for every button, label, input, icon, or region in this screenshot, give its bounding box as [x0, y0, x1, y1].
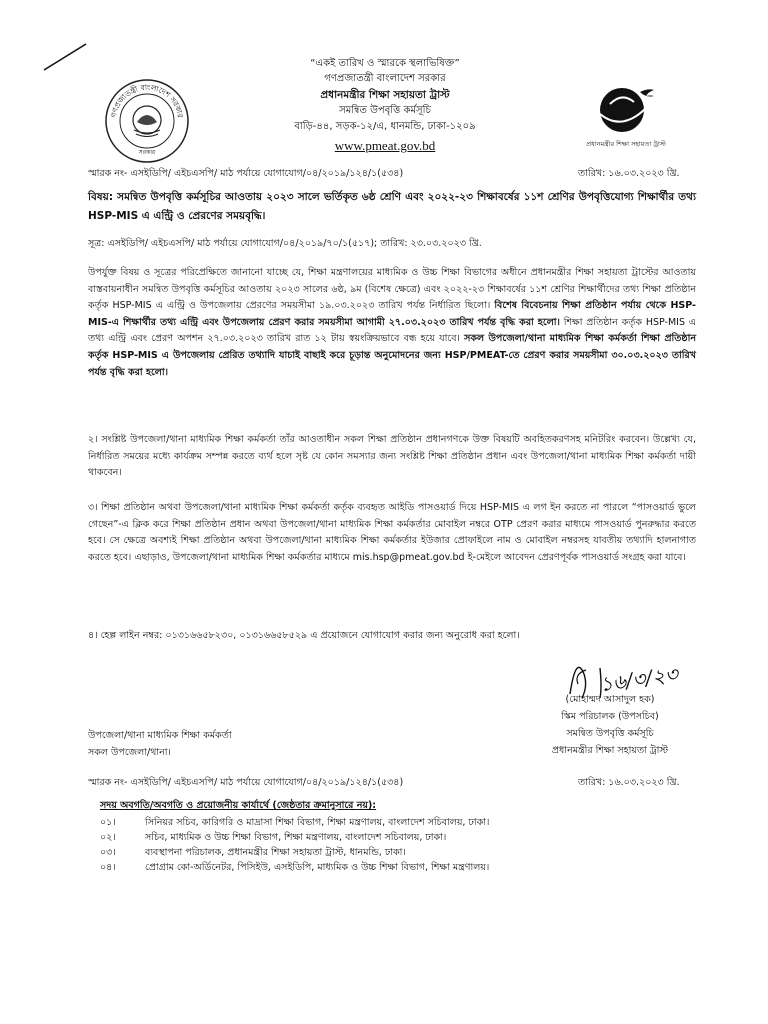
cc-item [100, 846, 700, 860]
paragraph-1-closing: শিক্ষা প্রতিষ্ঠান কর্তৃক HSP-MIS এ তথ্য এন্ট্রি এবং প্রেরণ অপশন ২৭.০৩.২০২৩ তারিখ রাত ১২ টায় স্বয়ংক্রিয়ভাবে বন্ধ হয়ে যাবে। [88, 316, 696, 345]
signatory-trust: প্রধানমন্ত্রীর শিক্ষা সহায়তা ট্রাস্ট [551, 745, 669, 756]
memo-date: তারিখ: ১৬.০৩.২০২৩ খ্রি. [578, 168, 680, 179]
cc-heading: সদয় অবগতি/অবগতি ও প্রয়োজনীয় কার্যার্থে (জেষ্ঠতার ক্রমানুসারে নয়): [100, 800, 377, 811]
signatory-designation: স্কিম পরিচালক (উপসচিব) [561, 711, 659, 722]
paragraph-2: ২। সংশ্লিষ্ট উপজেলা/থানা মাধ্যমিক শিক্ষা কর্মকর্তা তাঁর আওতাধীন সকল শিক্ষা প্রতিষ্ঠান প্রধানগণকে উক্ত বিষয়টি অবহিতকরণসহ মনিটরিং করবেন। উল্লেখ্য যে, নির্ধারিত সময়ের মধ্যে কার্যক্রম সম্পন্ন করতে ব্যর্থ হলে সৃষ্ট যে কোন সমস্যার জন্য সংশ্লিষ্ট শিক্ষা প্রতিষ্ঠান প্রধান এবং উপজেলা/থানা মাধ্যমিক শিক্ষা কর্মকর্তা দায়ী থাকবেন। [88, 434, 696, 479]
government-name: গণপ্রজাতন্ত্রী বাংলাদেশ সরকার [324, 73, 446, 84]
subject: বিষয়: সমন্বিত উপবৃত্তি কর্মসূচির আওতায় ২০২৩ সালে ভর্তিকৃত ৬ষ্ঠ শ্রেণি এবং ২০২২-২৩ শিক্ষাবর্ষের ১১শ শ্রেণির উপবৃত্তিযোগ্য শিক্ষার্থীর তথ্য HSP-MIS এ এন্ট্রি ও প্রেরণের সময়বৃদ্ধি। [88, 191, 696, 222]
address: বাড়ি-৪৪, সড়ক-১২/এ, ধানমন্ডি, ঢাকা-১২০৯ [294, 121, 476, 132]
signatory-name: (মোহাম্মদ আসাদুল হক) [565, 694, 655, 705]
signatory-program: সমন্বিত উপবৃত্তি কর্মসূচি [566, 728, 654, 739]
memo-date-copy: তারিখ: ১৬.০৩.২০২৩ খ্রি. [578, 777, 680, 788]
trust-logo-text: প্রধানমন্ত্রীর শিক্ষা সহায়তা ট্রাস্ট [586, 140, 666, 148]
source-ref: সূত্র: এসইডিপি/ এইচএসপি/ মাঠ পর্যায়ে যোগাযোগ/০৪/২০১৯/৭০/১(৫১৭); তারিখ: ২৩.০৩.২০২৩ খ্রি. [88, 238, 482, 249]
cc-item-number: ০১। [100, 817, 116, 828]
cc-item [100, 831, 700, 845]
cc-item-number: ০৩। [100, 847, 116, 858]
trust-name: প্রধানমন্ত্রীর শিক্ষা সহায়তা ট্রাস্ট [320, 89, 450, 101]
cc-item-number: ০২। [100, 832, 116, 843]
cc-item-text: প্রোগ্রাম কো-অর্ডিনেটর, পিসিইউ, এসইডিপি, মাধ্যমিক ও উচ্চ শিক্ষা বিভাগ, শিক্ষা মন্ত্রণালয়। [145, 862, 490, 873]
cc-item [100, 861, 700, 875]
program-name: সমন্বিত উপবৃত্তি কর্মসূচি [339, 105, 431, 116]
trust-logo-icon [586, 82, 666, 162]
paragraph-1 [88, 265, 696, 381]
paragraph-3: ৩। শিক্ষা প্রতিষ্ঠান অথবা উপজেলা/থানা মাধ্যমিক শিক্ষা কর্মকর্তা কর্তৃক ব্যবহৃত আইডি পাসওয়ার্ড দিয়ে HSP-MIS এ লগ ইন করতে না পারলে “পাসওয়ার্ড ভুলে গেছেন”-এ ক্লিক করে শিক্ষা প্রতিষ্ঠান প্রধান অথবা উপজেলা/থানা মাধ্যমিক শিক্ষা কর্মকর্তার মোবাইল নম্বরে OTP প্রেরণ করার মাধ্যমে পাসওয়ার্ড পুনরুদ্ধার করতে হবে। সে ক্ষেত্রে অবশ্যই শিক্ষা প্রতিষ্ঠান অথবা উপজেলা/থানা মাধ্যমিক শিক্ষা কর্মকর্তার ইউজার প্রোফাইলে নাম ও মোবাইল নম্বরসহ যাবতীয় তথ্যাদি হালনাগাত করতে হবে। এছাড়াও, উপজেলা/থানা মাধ্যমিক শিক্ষা কর্মকর্তার মাধ্যমে mis.hsp@pmeat.gov.bd ই-মেইলে আবেদন প্রেরণপূর্বক পাসওয়ার্ড সংগ্রহ করা যাবে। [88, 502, 696, 563]
paragraph-1-upazila-deadline: সকল উপজেলা/থানা মাধ্যমিক শিক্ষা কর্মকর্তা শিক্ষা প্রতিষ্ঠান কর্তৃক HSP-MIS এ উপজেলায় প্রেরিত তথ্যাদি যাচাই বাছাই করে চূড়ান্ত অনুমোদনের জন্য HSP/PMEAT-তে প্রেরণ করার সময়সীমা ৩০.০৩.২০২৩ তারিখ পর্যন্ত বৃদ্ধি করা হলো। [88, 333, 696, 378]
recipient-scope: সকল উপজেলা/থানা। [88, 747, 171, 758]
paragraph-1-intro: উপর্যুক্ত বিষয় ও সূত্রের পরিপ্রেক্ষিতে জানানো যাচ্ছে যে, শিক্ষা মন্ত্রণালয়ের মাধ্যমিক ও উচ্চ শিক্ষা বিভাগের অধীনে প্রধানমন্ত্রীর শিক্ষা সহায়তা ট্রাস্টের আওতায় বাস্তবায়নাধীন সমন্বিত উপবৃত্তি কর্মসূচির আওতায় ২০২৩ সালের ৬ষ্ঠ, ৯ম (বিশেষ ক্ষেত্রে) এবং ২০২২-২৩ শিক্ষাবর্ষের ১১শ শ্রেণির শিক্ষার্থীদের তথ্য শিক্ষা প্রতিষ্ঠান কর্তৃক HSP-MIS এ এন্ট্রি ও উপজেলায় প্রেরণের সময়সীমা ১৯.০৩.২০২৩ তারিখ পর্যন্ত নির্ধারিত ছিলো। [88, 267, 696, 312]
website-link[interactable]: www.pmeat.gov.bd [334, 138, 436, 153]
svg-text:সরকার: সরকার [138, 149, 156, 156]
cc-item-text: ব্যবস্থাপনা পরিচালক, প্রধানমন্ত্রীর শিক্ষা সহায়তা ট্রাস্ট, ধানমন্ডি, ঢাকা। [145, 847, 406, 858]
cc-item-text: সচিব, মাধ্যমিক ও উচ্চ শিক্ষা বিভাগ, শিক্ষা মন্ত্রণালয়, বাংলাদেশ সচিবালয়, ঢাকা। [145, 832, 447, 843]
government-seal-icon [104, 78, 190, 164]
signature-date: ১৬/৩/২৩ [598, 661, 680, 697]
paragraph-1-extension: বিশেষ বিবেচনায় শিক্ষা প্রতিষ্ঠান পর্যায় থেকে HSP-MIS-এ শিক্ষার্থীর তথ্য এন্ট্রি এবং উপজেলায় প্রেরণ করার সময়সীমা আগামী ২৭.০৩.২০২৩ তারিখ পর্যন্ত বৃদ্ধি করা হলো। [88, 300, 696, 328]
cc-item [100, 816, 700, 830]
memo-ref: স্মারক নং- এসইডিপি/ এইচএসপি/ মাঠ পর্যায়ে যোগাযোগ/০৪/২০১৯/১২৪/১(৫৩৪) [88, 168, 404, 179]
cc-item-text: সিনিয়র সচিব, কারিগরি ও মাদ্রাসা শিক্ষা বিভাগ, শিক্ষা মন্ত্রণালয়, বাংলাদেশ সচিবালয়, ঢাকা। [145, 817, 490, 828]
cc-item-number: ০৪। [100, 862, 116, 873]
pen-stroke-mark [40, 38, 90, 74]
recipient-title: উপজেলা/থানা মাধ্যমিক শিক্ষা কর্মকর্তা [88, 730, 232, 741]
motto: “একই তারিখ ও স্মারকে স্থলাভিষিক্ত” [310, 58, 460, 69]
paragraph-4: ৪। হেল্প লাইন নম্বর: ০১৩১৬৬৫৮২৩০, ০১৩১৬৬৫৮৫২৯ এ প্রয়োজনে যোগাযোগ করার জন্য অনুরোধ করা হলো। [88, 630, 520, 641]
seal-text: গণপ্রজাতন্ত্রী বাংলাদেশ সরকার [109, 82, 185, 119]
memo-ref-copy: স্মারক নং- এসইডিপি/ এইচএসপি/ মাঠ পর্যায়ে যোগাযোগ/০৪/২০১৯/১২৪/১(৫৩৪) [88, 777, 404, 788]
